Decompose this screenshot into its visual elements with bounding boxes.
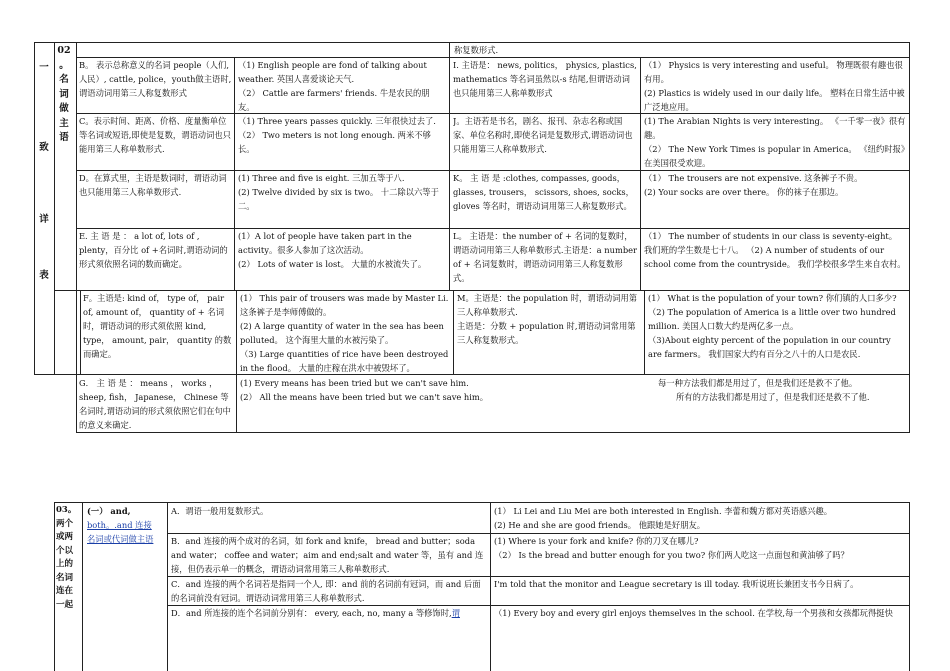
heading-and: (一） and,	[87, 506, 131, 516]
rule-D: D。在算式里，主语是数词时，谓语动词也只能用第三人称单数形式.	[79, 173, 227, 197]
rule	[236, 290, 237, 433]
rule	[82, 502, 83, 671]
rule-J: J。主语若是书名，剧名、报刊、杂志名称或国家、单位名称时,即使名词是复数形式,谓语动词也只能用第三人称单数形式.	[453, 116, 633, 154]
rule-B: B。 表示总称意义的名词 people（人们,人民）, cattle, police，youth做主语时,谓语动词用第三人称复数形式	[79, 60, 232, 98]
heading-noun-pronoun-link[interactable]: 名词或代词做主语	[87, 534, 154, 544]
rule	[234, 57, 235, 290]
rule	[453, 290, 454, 375]
rule	[34, 374, 76, 375]
rule	[80, 290, 81, 375]
rule	[76, 432, 910, 433]
example-G-2-cn: 所有的方法我们都是用过了，但是我们还是救不了他.	[676, 392, 870, 402]
rule	[54, 290, 55, 375]
example-03-D: （1) Every boy and every girl enjoys themselves in the school. 在学校,每一个男孩和女孩都玩得挺快	[494, 608, 893, 618]
example-J: (1) The Arabian Nights is very interesting。 《一千零一夜》很有趣。 （2） The New York Times is popular in America。 《纽约时报》在美国很受欢迎。	[644, 116, 906, 168]
rule-E: E. 主 语 是 ： a lot of, lots of , plenty，百分比 of +名词时,谓语动词的形式须依照名词的数而确定。	[79, 231, 228, 269]
rule-G: G． 主 语 是 ： means ， works ，sheep, fish， Japanese， Chinese 等名词时,谓语动词的形式须依照它们在句中的意义来确定.	[79, 378, 231, 430]
rule	[34, 42, 35, 375]
rule-03-A: A．谓语一般用复数形式。	[171, 506, 269, 516]
continued-text: 称复数形式.	[454, 45, 499, 55]
section-02-label: 02 。 名 词 做 主 语	[57, 45, 71, 143]
example-M: (1） What is the population of your town? 你们镇的人口多少? （2) The population of America is a little over two hundred million. 美国人口数大约是两亿多一点。 （3)About eighty percent of the population in our country are farmers。 我们国家大约有百分之八十的人口是农民.	[648, 293, 897, 359]
rule	[640, 57, 641, 290]
rule	[54, 502, 910, 503]
example-F: (1） This pair of trousers was made by Master Li. 这条裤子是李师傅做的。 (2) A large quantity of water in the sea has been polluted。 这个海里大量的水被污染了。 （3) Large quantities of rice have been destroyed in the flood。 大量的庄稼在洪水中被毁坏了。	[240, 293, 449, 373]
rule-03-D-text: D．and 所连接的连个名词前分别有： every, each, no, many a 等修饰时,	[171, 608, 452, 618]
rule-L: L。 主语是：the number of + 名词的复数时，谓语动词用第三人称单数形式.主语是：a number of + 名词复数时，谓语动词用第三人称复数形式。	[453, 231, 637, 283]
example-G-1-cn: 每一种方法我们都是用过了，但是我们还是救不了他。	[658, 378, 858, 388]
rule	[449, 42, 450, 290]
example-G-1: (1) Every means has been tried but we can't save him.	[240, 378, 469, 388]
rule	[34, 42, 54, 43]
heading-both-and-link[interactable]: both。.and 连接	[87, 520, 152, 530]
side-char: 致	[39, 142, 49, 153]
rule	[54, 42, 55, 290]
side-char: 表	[39, 270, 49, 281]
rule	[644, 290, 645, 375]
rule	[909, 502, 910, 671]
rule	[76, 374, 910, 375]
rule-03-D	[171, 606, 487, 620]
example-G-2: (2） All the means have been tried but we can't save him。	[240, 392, 489, 402]
example-03-C: I'm told that the monitor and League secretary is ill today. 我听说班长兼团支书今日病了。	[494, 579, 859, 589]
rule-M: M。主语是：the population 时，谓语动词用第三人称单数形式. 主语是：分数 + population 时,谓语动词常用第三人称复数形式。	[457, 293, 638, 345]
section-03-label: 03。 两个 或两 个以 上的 名词 连在 一起	[56, 505, 77, 610]
example-E: (1）A lot of people have taken part in the activity。很多人参加了这次活动。 (2） Lots of water is lost。 大量的水被流失了。	[238, 231, 427, 269]
rule-K: K。 主 语 是 :clothes, compasses, goods，glasses, trousers， scissors, shoes, socks，gloves 等名时，谓语动词用第三人称复数形式。	[453, 173, 634, 211]
side-char: 一	[39, 62, 49, 73]
rule-F: F。主语是: kind of， type of， pair of, amount of， quantity of + 名词时，谓语动词的形式须依照 kind, type， amount, pair， quantity 的数而确定。	[83, 293, 232, 359]
rule	[54, 502, 55, 671]
rule-03-D-link[interactable]: 谓	[451, 608, 460, 618]
example-C: （1) Three years passes quickly. 三年很快过去了. （2） Two meters is not long enough. 两米不够长。	[238, 116, 436, 154]
rule	[490, 502, 491, 671]
example-B: （1) English people are fond of talking about weather. 英国人喜爱谈论天气. （2） Cattle are farmers' friends. 牛是农民的朋友。	[238, 60, 430, 112]
rule-C: C。表示时间、距离、价格、度量衡单位等名词或短语,即使是复数，谓语动词也只能用第三人称单数形式.	[79, 116, 231, 154]
example-03-A: (1） Li Lei and Liu Mei are both interested in English. 李蕾和魏方都对英语感兴趣。 (2) He and she are good friends。 他跟她是好朋友。	[494, 506, 833, 530]
example-03-B: (1) Where is your fork and knife? 你的刀叉在哪儿? （2） Is the bread and butter enough for you two? 你们两人吃这一点面包和黄油够了吗？	[494, 536, 849, 560]
rule-03-B: B．and 连接的两个成对的名词，如 fork and knife， bread and butter；soda and water； coffee and water；aim and end;salt and water 等，虽有 and 连接，但仍表示单一的概念，谓语动词常用第三人称单数形式.	[171, 536, 484, 574]
example-D: (1) Three and five is eight. 三加五等于八. (2) Twelve divided by six is two。 十二除以六等于二。	[238, 173, 439, 211]
rule-03-C: C．and 连接的两个名词若是指同一个人, 即：and 前的名词前有冠词，而 and 后面的名词前没有冠词。谓语动词常用第三人称单数形式.	[171, 579, 481, 603]
example-I: （1） Physics is very interesting and useful。 物理既很有趣也很有用。 (2) Plastics is widely used in our daily life。 塑料在日常生活中被广泛地应用。	[644, 60, 905, 112]
example-L: （1） The number of students in our class is seventy-eight。 我们班的学生数是七十八。 （2) A number of students of our school come from the countryside。 我们学校很多学生来自农村。	[644, 231, 906, 269]
rule	[167, 502, 168, 671]
side-char: 详	[39, 214, 49, 225]
rule-I: I. 主语是： news, politics， physics, plastics, mathematics 等名词虽然以-s 结尾,但谓语动词也只能用第三人称单数形式	[453, 60, 637, 98]
example-K: （1） The trousers are not expensive. 这条裤子不贵。 (2) Your socks are over there。 你的袜子在那边。	[644, 173, 863, 197]
